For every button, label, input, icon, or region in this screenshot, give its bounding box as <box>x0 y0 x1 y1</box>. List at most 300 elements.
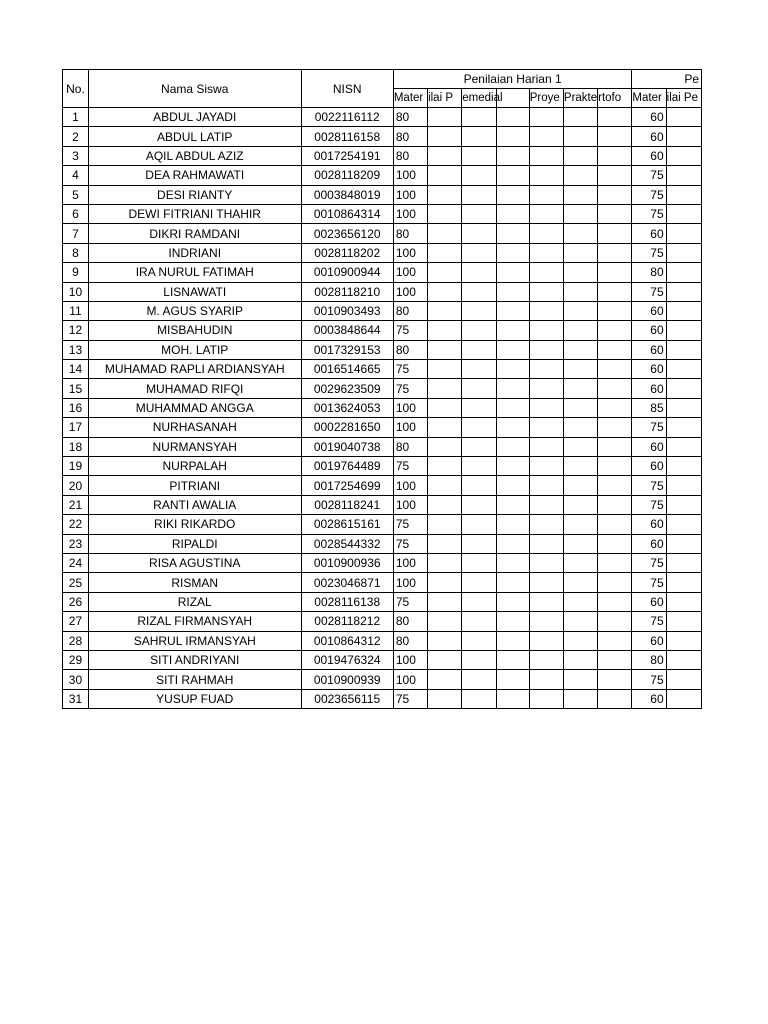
table-row <box>63 650 702 669</box>
row-ph1-empty <box>563 321 597 340</box>
row-ph2-materi: 75 <box>632 243 666 262</box>
row-no: 21 <box>63 495 89 514</box>
row-ph1-empty <box>428 631 462 650</box>
row-nisn: 0028118241 <box>301 495 393 514</box>
row-ph1-materi: 75 <box>393 457 427 476</box>
row-ph2-materi: 75 <box>632 185 666 204</box>
row-ph1-materi: 80 <box>393 301 427 320</box>
row-ph1-empty <box>462 321 496 340</box>
row-ph1-empty <box>529 321 563 340</box>
row-ph2-materi: 60 <box>632 108 666 127</box>
row-nama-siswa: ABDUL JAYADI <box>88 108 301 127</box>
row-no: 27 <box>63 612 89 631</box>
table-row <box>63 573 702 592</box>
row-ph1-materi: 100 <box>393 398 427 417</box>
row-nisn: 0017254191 <box>301 146 393 165</box>
row-no: 9 <box>63 263 89 282</box>
table-row <box>63 476 702 495</box>
grade-sheet <box>62 69 699 709</box>
table-row <box>63 457 702 476</box>
row-ph1-empty <box>428 398 462 417</box>
table-row <box>63 282 702 301</box>
row-ph1-materi: 100 <box>393 670 427 689</box>
row-ph2-materi: 60 <box>632 457 666 476</box>
row-nisn: 0028116158 <box>301 127 393 146</box>
subheader-ph2-0: Mater <box>632 89 666 108</box>
row-nisn: 0010864312 <box>301 631 393 650</box>
row-nisn: 0019764489 <box>301 457 393 476</box>
row-ph1-empty <box>462 534 496 553</box>
row-ph2-materi: 60 <box>632 321 666 340</box>
row-nisn: 0010900939 <box>301 670 393 689</box>
row-no: 12 <box>63 321 89 340</box>
row-ph1-materi: 100 <box>393 166 427 185</box>
row-ph1-empty <box>496 282 529 301</box>
row-ph1-empty <box>563 360 597 379</box>
row-ph1-empty <box>496 379 529 398</box>
row-ph1-empty <box>598 108 632 127</box>
row-no: 13 <box>63 340 89 359</box>
row-ph1-empty <box>563 398 597 417</box>
row-ph1-empty <box>529 108 563 127</box>
row-ph1-materi: 100 <box>393 650 427 669</box>
row-ph2-materi: 75 <box>632 166 666 185</box>
row-nama-siswa: YUSUP FUAD <box>88 689 301 708</box>
row-ph1-empty <box>496 204 529 223</box>
row-ph1-empty <box>563 108 597 127</box>
row-ph1-empty <box>496 612 529 631</box>
row-ph1-empty <box>428 204 462 223</box>
row-ph1-empty <box>428 166 462 185</box>
row-ph1-empty <box>598 360 632 379</box>
row-ph1-empty <box>563 670 597 689</box>
row-ph1-empty <box>598 146 632 165</box>
row-ph1-empty <box>563 379 597 398</box>
row-ph1-empty <box>428 243 462 262</box>
row-ph1-materi: 80 <box>393 146 427 165</box>
row-ph1-empty <box>428 127 462 146</box>
row-ph1-materi: 100 <box>393 418 427 437</box>
row-ph1-materi: 75 <box>393 379 427 398</box>
row-nama-siswa: MOH. LATIP <box>88 340 301 359</box>
row-ph2-materi: 60 <box>632 515 666 534</box>
row-ph2-materi: 60 <box>632 534 666 553</box>
row-ph1-empty <box>496 418 529 437</box>
row-ph2-materi: 60 <box>632 360 666 379</box>
row-ph1-empty <box>563 263 597 282</box>
row-ph2-empty <box>666 379 701 398</box>
row-ph2-materi: 75 <box>632 553 666 572</box>
row-nisn: 0029623509 <box>301 379 393 398</box>
row-ph1-empty <box>563 457 597 476</box>
row-ph1-empty <box>496 146 529 165</box>
row-ph1-empty <box>529 127 563 146</box>
row-nama-siswa: RANTI AWALIA <box>88 495 301 514</box>
row-ph1-empty <box>598 379 632 398</box>
row-nama-siswa: DEWI FITRIANI THAHIR <box>88 204 301 223</box>
row-ph1-empty <box>496 321 529 340</box>
row-ph1-empty <box>428 515 462 534</box>
row-ph1-materi: 100 <box>393 282 427 301</box>
row-ph1-empty <box>496 515 529 534</box>
row-ph2-materi: 75 <box>632 670 666 689</box>
row-ph1-empty <box>428 282 462 301</box>
header-nisn: NISN <box>301 70 393 108</box>
row-ph1-empty <box>428 360 462 379</box>
row-ph1-empty <box>428 146 462 165</box>
table-row <box>63 301 702 320</box>
row-ph1-empty <box>462 263 496 282</box>
row-ph1-empty <box>462 127 496 146</box>
row-ph1-materi: 75 <box>393 360 427 379</box>
row-ph2-empty <box>666 418 701 437</box>
grade-table <box>62 69 702 709</box>
row-ph1-empty <box>496 185 529 204</box>
row-nisn: 0028118209 <box>301 166 393 185</box>
row-ph2-empty <box>666 204 701 223</box>
row-ph1-empty <box>462 166 496 185</box>
table-row <box>63 185 702 204</box>
row-ph1-empty <box>598 689 632 708</box>
row-ph1-empty <box>462 612 496 631</box>
row-ph1-materi: 75 <box>393 534 427 553</box>
row-nama-siswa: NURPALAH <box>88 457 301 476</box>
row-ph1-materi: 75 <box>393 689 427 708</box>
row-nisn: 0010900936 <box>301 553 393 572</box>
row-ph1-empty <box>428 263 462 282</box>
subheader-ph1-6: rtofo <box>598 89 632 108</box>
row-ph1-empty <box>563 224 597 243</box>
row-nisn: 0023046871 <box>301 573 393 592</box>
row-ph1-empty <box>529 437 563 456</box>
row-ph2-materi: 75 <box>632 495 666 514</box>
row-ph1-empty <box>496 301 529 320</box>
row-ph1-empty <box>563 534 597 553</box>
row-ph1-empty <box>496 360 529 379</box>
row-ph2-empty <box>666 670 701 689</box>
row-ph1-materi: 80 <box>393 127 427 146</box>
header-penilaian-harian-1: Penilaian Harian 1 <box>393 70 632 89</box>
row-ph1-materi: 100 <box>393 553 427 572</box>
row-ph1-empty <box>598 127 632 146</box>
row-ph2-materi: 60 <box>632 689 666 708</box>
row-ph2-empty <box>666 398 701 417</box>
row-ph1-empty <box>563 340 597 359</box>
row-ph2-materi: 60 <box>632 127 666 146</box>
row-ph1-empty <box>529 573 563 592</box>
table-row <box>63 379 702 398</box>
row-ph1-empty <box>496 166 529 185</box>
row-ph2-materi: 75 <box>632 418 666 437</box>
row-ph1-empty <box>598 612 632 631</box>
row-ph1-materi: 80 <box>393 437 427 456</box>
row-nisn: 0017329153 <box>301 340 393 359</box>
row-ph2-empty <box>666 495 701 514</box>
row-ph1-empty <box>598 204 632 223</box>
header-nama-siswa: Nama Siswa <box>88 70 301 108</box>
row-ph1-empty <box>598 263 632 282</box>
row-nama-siswa: RIZAL <box>88 592 301 611</box>
row-ph1-empty <box>428 224 462 243</box>
row-ph1-empty <box>496 476 529 495</box>
row-ph1-empty <box>598 457 632 476</box>
row-ph1-empty <box>462 146 496 165</box>
row-no: 19 <box>63 457 89 476</box>
subheader-ph1-4: Proye <box>529 89 563 108</box>
row-ph1-empty <box>462 301 496 320</box>
row-nama-siswa: MUHAMMAD ANGGA <box>88 398 301 417</box>
row-ph1-empty <box>598 553 632 572</box>
row-nama-siswa: SITI RAHMAH <box>88 670 301 689</box>
row-ph1-empty <box>598 282 632 301</box>
row-no: 24 <box>63 553 89 572</box>
row-nisn: 0028116138 <box>301 592 393 611</box>
row-ph1-empty <box>563 243 597 262</box>
subheader-ph1-0: Mater <box>393 89 427 108</box>
row-ph2-materi: 80 <box>632 263 666 282</box>
row-ph1-empty <box>529 670 563 689</box>
row-ph1-empty <box>428 108 462 127</box>
row-nisn: 0023656115 <box>301 689 393 708</box>
table-row <box>63 553 702 572</box>
row-ph1-empty <box>563 185 597 204</box>
row-nama-siswa: DEA RAHMAWATI <box>88 166 301 185</box>
row-no: 7 <box>63 224 89 243</box>
row-ph1-empty <box>462 418 496 437</box>
row-ph1-empty <box>496 108 529 127</box>
row-ph1-empty <box>563 515 597 534</box>
row-nisn: 0017254699 <box>301 476 393 495</box>
row-ph2-empty <box>666 321 701 340</box>
row-ph1-empty <box>598 534 632 553</box>
row-ph2-empty <box>666 476 701 495</box>
row-ph1-empty <box>496 592 529 611</box>
row-ph1-empty <box>563 146 597 165</box>
row-ph1-empty <box>598 495 632 514</box>
row-ph1-empty <box>462 495 496 514</box>
row-nama-siswa: DESI RIANTY <box>88 185 301 204</box>
row-ph1-empty <box>598 437 632 456</box>
row-ph1-materi: 75 <box>393 592 427 611</box>
row-ph1-empty <box>563 650 597 669</box>
table-row <box>63 224 702 243</box>
table-row <box>63 243 702 262</box>
row-ph1-empty <box>462 398 496 417</box>
row-ph1-empty <box>496 573 529 592</box>
row-no: 31 <box>63 689 89 708</box>
row-ph1-empty <box>428 185 462 204</box>
table-row <box>63 340 702 359</box>
row-ph2-materi: 75 <box>632 204 666 223</box>
row-ph1-materi: 80 <box>393 631 427 650</box>
row-ph1-empty <box>563 592 597 611</box>
row-ph1-empty <box>428 689 462 708</box>
row-nama-siswa: PITRIANI <box>88 476 301 495</box>
row-ph2-empty <box>666 185 701 204</box>
row-ph2-empty <box>666 689 701 708</box>
row-ph1-empty <box>563 495 597 514</box>
row-nisn: 0023656120 <box>301 224 393 243</box>
row-ph1-empty <box>529 457 563 476</box>
row-nama-siswa: INDRIANI <box>88 243 301 262</box>
row-nama-siswa: RIKI RIKARDO <box>88 515 301 534</box>
row-nama-siswa: M. AGUS SYARIP <box>88 301 301 320</box>
row-ph2-materi: 75 <box>632 282 666 301</box>
row-ph1-empty <box>428 573 462 592</box>
row-ph1-empty <box>598 650 632 669</box>
row-ph2-empty <box>666 146 701 165</box>
row-ph2-materi: 60 <box>632 592 666 611</box>
row-ph1-empty <box>529 360 563 379</box>
row-nisn: 0003848644 <box>301 321 393 340</box>
row-ph1-empty <box>598 476 632 495</box>
row-ph2-materi: 75 <box>632 476 666 495</box>
row-ph1-materi: 75 <box>393 515 427 534</box>
row-ph1-empty <box>428 495 462 514</box>
row-ph1-empty <box>428 437 462 456</box>
row-no: 8 <box>63 243 89 262</box>
row-ph2-empty <box>666 360 701 379</box>
row-ph1-empty <box>563 418 597 437</box>
row-no: 15 <box>63 379 89 398</box>
row-ph1-empty <box>598 592 632 611</box>
subheader-ph1-5: Prakte <box>563 89 597 108</box>
table-row <box>63 321 702 340</box>
row-nama-siswa: RIPALDI <box>88 534 301 553</box>
row-no: 26 <box>63 592 89 611</box>
row-ph2-empty <box>666 263 701 282</box>
row-ph1-empty <box>563 573 597 592</box>
row-ph1-empty <box>563 553 597 572</box>
row-ph1-empty <box>428 553 462 572</box>
row-nisn: 0002281650 <box>301 418 393 437</box>
row-ph1-empty <box>529 243 563 262</box>
table-row <box>63 127 702 146</box>
row-nama-siswa: RISMAN <box>88 573 301 592</box>
table-row <box>63 146 702 165</box>
row-no: 25 <box>63 573 89 592</box>
row-ph1-empty <box>563 437 597 456</box>
row-ph2-empty <box>666 127 701 146</box>
row-nisn: 0028615161 <box>301 515 393 534</box>
row-nama-siswa: RISA AGUSTINA <box>88 553 301 572</box>
row-ph1-empty <box>428 301 462 320</box>
row-ph1-empty <box>462 631 496 650</box>
row-nisn: 0013624053 <box>301 398 393 417</box>
table-row <box>63 592 702 611</box>
row-nisn: 0010864314 <box>301 204 393 223</box>
row-ph1-empty <box>496 398 529 417</box>
row-ph1-empty <box>496 495 529 514</box>
row-ph1-materi: 75 <box>393 321 427 340</box>
row-ph2-empty <box>666 166 701 185</box>
row-ph1-empty <box>462 573 496 592</box>
row-ph1-empty <box>598 573 632 592</box>
row-ph1-empty <box>598 243 632 262</box>
row-ph1-empty <box>496 437 529 456</box>
row-no: 6 <box>63 204 89 223</box>
row-ph1-empty <box>529 418 563 437</box>
row-ph2-materi: 60 <box>632 224 666 243</box>
row-ph1-empty <box>598 321 632 340</box>
row-no: 20 <box>63 476 89 495</box>
row-ph1-empty <box>462 689 496 708</box>
row-ph1-empty <box>462 437 496 456</box>
row-nama-siswa: AQIL ABDUL AZIZ <box>88 146 301 165</box>
row-ph1-empty <box>529 612 563 631</box>
row-ph1-empty <box>529 650 563 669</box>
row-ph1-empty <box>529 553 563 572</box>
row-ph1-empty <box>496 457 529 476</box>
row-ph1-empty <box>428 612 462 631</box>
row-ph1-empty <box>428 670 462 689</box>
row-ph2-empty <box>666 573 701 592</box>
row-ph1-empty <box>462 379 496 398</box>
row-no: 30 <box>63 670 89 689</box>
row-ph1-materi: 100 <box>393 204 427 223</box>
row-ph1-empty <box>529 282 563 301</box>
row-no: 18 <box>63 437 89 456</box>
row-ph1-empty <box>598 224 632 243</box>
row-ph1-empty <box>529 495 563 514</box>
row-ph1-empty <box>462 592 496 611</box>
row-ph2-empty <box>666 457 701 476</box>
row-no: 29 <box>63 650 89 669</box>
row-nama-siswa: SAHRUL IRMANSYAH <box>88 631 301 650</box>
row-ph1-empty <box>462 553 496 572</box>
row-ph1-empty <box>563 301 597 320</box>
table-row <box>63 689 702 708</box>
row-ph1-empty <box>428 592 462 611</box>
row-ph1-empty <box>462 670 496 689</box>
row-ph1-empty <box>598 301 632 320</box>
row-ph1-empty <box>563 476 597 495</box>
row-ph1-empty <box>496 243 529 262</box>
row-ph1-empty <box>496 650 529 669</box>
row-ph2-empty <box>666 592 701 611</box>
table-row <box>63 166 702 185</box>
row-ph1-empty <box>496 553 529 572</box>
row-nisn: 0028118202 <box>301 243 393 262</box>
row-ph1-empty <box>462 282 496 301</box>
row-ph1-materi: 80 <box>393 108 427 127</box>
row-ph1-empty <box>598 340 632 359</box>
row-ph1-materi: 80 <box>393 612 427 631</box>
row-nama-siswa: IRA NURUL FATIMAH <box>88 263 301 282</box>
row-ph2-materi: 60 <box>632 631 666 650</box>
row-ph1-empty <box>563 166 597 185</box>
row-ph2-empty <box>666 224 701 243</box>
row-ph1-empty <box>462 204 496 223</box>
row-ph1-empty <box>598 185 632 204</box>
row-ph1-materi: 100 <box>393 243 427 262</box>
table-row <box>63 360 702 379</box>
row-nama-siswa: MUHAMAD RAPLI ARDIANSYAH <box>88 360 301 379</box>
row-ph1-empty <box>496 670 529 689</box>
row-nisn: 0010900944 <box>301 263 393 282</box>
row-ph2-materi: 60 <box>632 340 666 359</box>
row-ph2-materi: 75 <box>632 573 666 592</box>
row-nama-siswa: NURMANSYAH <box>88 437 301 456</box>
table-row <box>63 515 702 534</box>
row-ph1-materi: 100 <box>393 495 427 514</box>
row-ph1-empty <box>428 457 462 476</box>
row-ph2-empty <box>666 534 701 553</box>
row-nisn: 0028544332 <box>301 534 393 553</box>
row-ph1-empty <box>529 631 563 650</box>
row-ph1-empty <box>529 592 563 611</box>
row-no: 10 <box>63 282 89 301</box>
